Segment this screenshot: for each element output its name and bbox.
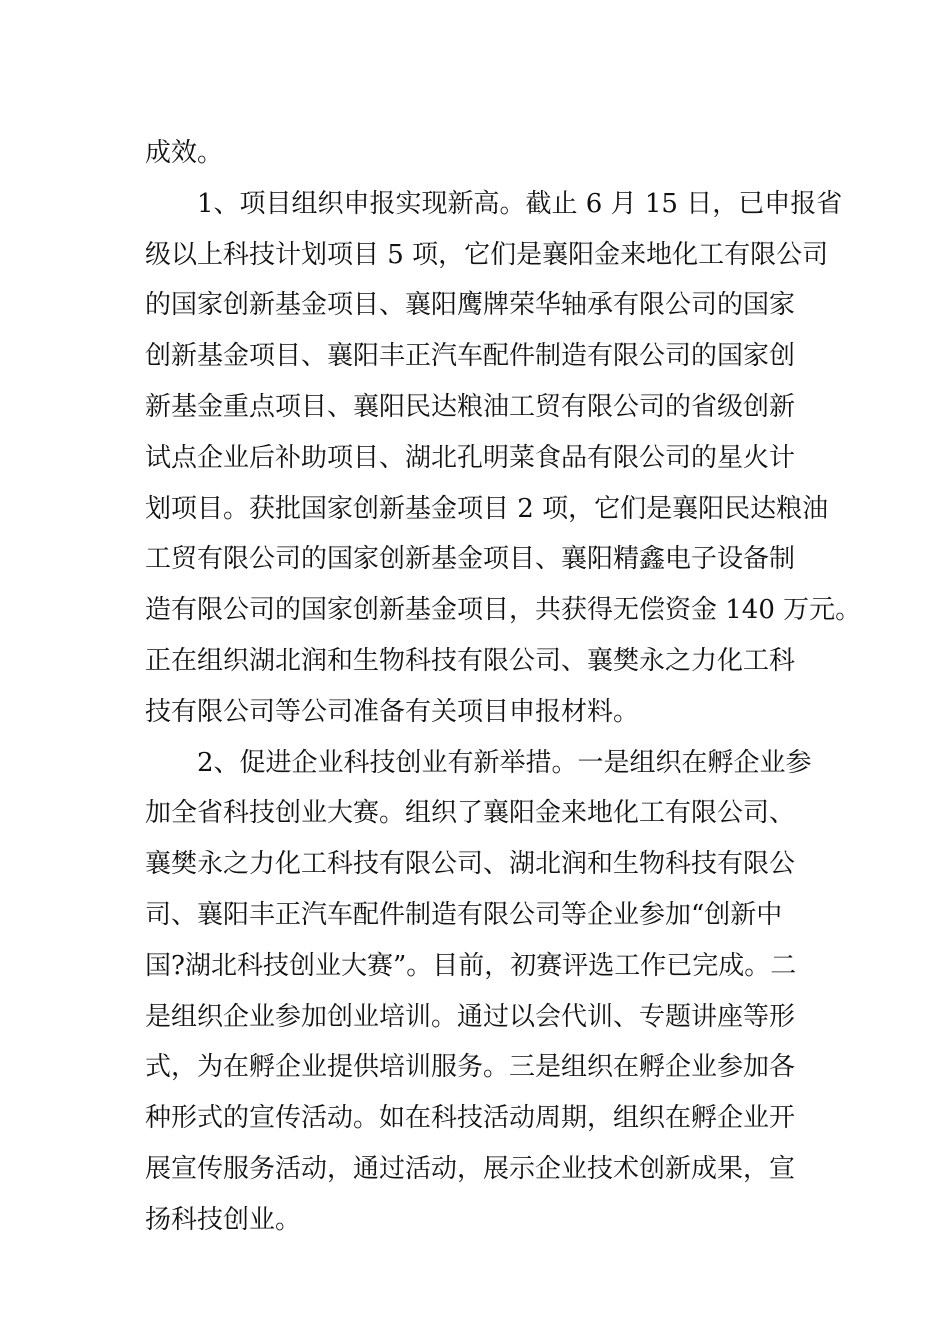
text-line: 划项目。获批国家创新基金项目 2 项，它们是襄阳民达粮油 xyxy=(145,493,829,524)
text-line: 种形式的宣传活动。如在科技活动周期，组织在孵企业开 xyxy=(145,1103,796,1134)
paragraph-1-first-line: 1、项目组织申报实现新高。截止 6 月 15 日，已申报省 xyxy=(197,188,843,219)
text-line: 工贸有限公司的国家创新基金项目、襄阳精鑫电子设备制 xyxy=(145,544,796,575)
body-text xyxy=(145,128,862,1246)
paragraph-2-first-line: 2、促进企业科技创业有新举措。一是组织在孵企业参 xyxy=(197,747,812,778)
text-line: 试点企业后补助项目、湖北孔明菜食品有限公司的星火计 xyxy=(145,442,796,473)
text-line: 展宣传服务活动，通过活动，展示企业技术创新成果，宣 xyxy=(145,1153,796,1184)
text-line: 正在组织湖北润和生物科技有限公司、襄樊永之力化工科 xyxy=(145,645,796,676)
text-line: 造有限公司的国家创新基金项目，共获得无偿资金 140 万元。 xyxy=(145,595,862,626)
text-line: 司、襄阳丰正汽车配件制造有限公司等企业参加“创新中 xyxy=(145,899,783,930)
text-line: 级以上科技计划项目 5 项，它们是襄阳金来地化工有限公司 xyxy=(145,239,829,270)
text-line: 襄樊永之力化工科技有限公司、湖北润和生物科技有限公 xyxy=(145,849,796,880)
text-line: 国?湖北科技创业大赛”。目前，初赛评选工作已完成。二 xyxy=(145,950,797,981)
text-line: 创新基金项目、襄阳丰正汽车配件制造有限公司的国家创 xyxy=(145,341,796,372)
text-line: 成效。 xyxy=(145,138,224,168)
text-line: 是组织企业参加创业培训。通过以会代训、专题讲座等形 xyxy=(145,1001,796,1032)
text-line: 式，为在孵企业提供培训服务。三是组织在孵企业参加各 xyxy=(145,1052,796,1083)
text-line: 的国家创新基金项目、襄阳鹰牌荣华轴承有限公司的国家 xyxy=(145,290,796,321)
text-line: 扬科技创业。 xyxy=(145,1204,302,1235)
text-line: 加全省科技创业大赛。组织了襄阳金来地化工有限公司、 xyxy=(145,798,796,829)
text-line: 新基金重点项目、襄阳民达粮油工贸有限公司的省级创新 xyxy=(145,391,796,422)
text-line: 技有限公司等公司准备有关项目申报材料。 xyxy=(145,696,640,727)
